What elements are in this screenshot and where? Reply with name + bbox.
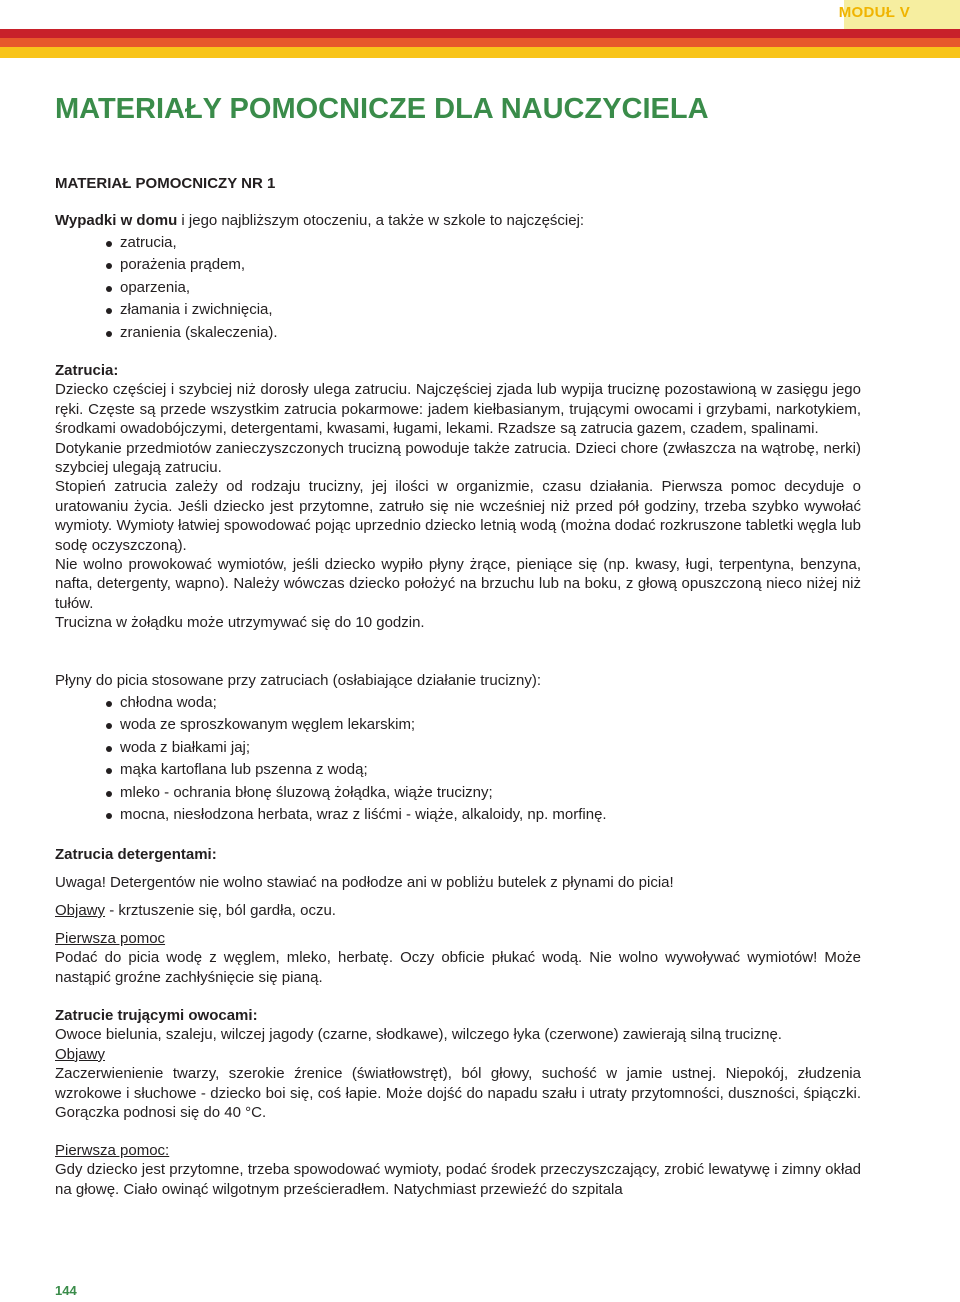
page-number: 144 [55, 1283, 77, 1298]
fluids-list [55, 692, 861, 826]
poisoning-section [55, 361, 861, 633]
list-item: chłodna woda; [55, 692, 861, 714]
header-band-red [0, 29, 960, 38]
poisoning-paragraph: Nie wolno prowokować wymiotów, jeśli dziecko wypiło płyny żrące, pieniące się (np. kwasy, ługi, terpentyna, benzyna, nafta, detergenty, wapno). Należy wówczas dziecko położyć na brzuchu lub na boku, z głową opuszczoną nieco niżej niż tułów. [55, 556, 861, 612]
intro-rest: i jego najbliższym otoczeniu, a także w szkole to najczęściej: [177, 212, 585, 229]
list-item: oparzenia, [55, 277, 861, 299]
intro-paragraph [55, 211, 861, 230]
first-aid-label: Pierwsza pomoc: [55, 1142, 170, 1159]
poisoning-paragraph: Dziecko częściej i szybciej niż dorosły ulega zatruciu. Najczęściej zjada lub wypija truciznę pozostawioną w zasięgu jego ręki. Częste są przede wszystkim zatrucia pokarmowe: jadem kiełbasianym, trującymi owocami i grzybami, narkotykiem, środkami owadobójczymi, detergentami, kwasami, ługami, lekami. Rzadsze są zatrucia gazem, czadem, spalinami. [55, 381, 861, 438]
accident-list [55, 232, 861, 344]
fruits-first-aid [55, 1141, 861, 1199]
list-item: mocna, niesłodzona herbata, wraz z liśćmi - wiąże, alkaloidy, np. morfinę. [55, 804, 861, 826]
detergents-warning: Uwaga! Detergentów nie wolno stawiać na podłodze ani w pobliżu butelek z płynami do picia! [55, 874, 674, 891]
fruits-text: Owoce bielunia, szaleju, wilczej jagody (czarne, słodkawe), wilczego łyka (czerwone) zawierają silną truciznę. [55, 1026, 782, 1044]
list-item: mleko - ochrania błonę śluzową żołądka, wiąże trucizny; [55, 782, 861, 804]
poisoning-heading: Zatrucia: [55, 362, 119, 379]
header-band-orange [0, 38, 960, 47]
list-item: zranienia (skaleczenia). [55, 322, 861, 344]
list-item: woda ze sproszkowanym węglem lekarskim; [55, 714, 861, 736]
material-heading: MATERIAŁ POMOCNICZY NR 1 [55, 175, 276, 192]
header-band-yellow [0, 47, 960, 58]
first-aid-label: Pierwsza pomoc [55, 930, 166, 947]
first-aid-text: Gdy dziecko jest przytomne, trzeba spowodować wymioty, podać środek przeczyszczający, zrobić lewatywę i zimny okład na głowę. Ciało owinąć wilgotnym prześcieradłem. Natychmiast przewieźć do szpitala [55, 1161, 861, 1198]
poisoning-paragraph: Stopień zatrucia zależy od rodzaju trucizny, jej ilości w organizmie, czasu działania. Pierwsza pomoc decyduje o uratowaniu życia. Jeśli dziecko jest przytomne, zatruło się nie wcześniej niż przed pół godziny, trzeba szybko wywołać wymioty. Wymioty łatwiej spowodować pojąc uprzednio dziecko letnią wodą (można dodać rozkruszone tabletki węgla lub sodę oczyszczoną). [55, 478, 861, 554]
page-title: MATERIAŁY POMOCNICZE DLA NAUCZYCIELA [55, 93, 709, 125]
fruits-section [55, 1006, 861, 1122]
poisoning-paragraph: Dotykanie przedmiotów zanieczyszczonych trucizną powoduje także zatrucia. Dzieci chore (zwłaszcza na wątrobę, nerki) szybciej ulegają zatruciu. [55, 439, 861, 477]
intro-bold: Wypadki w domu [55, 212, 178, 229]
detergents-symptoms [55, 901, 861, 920]
symptoms-label: Objawy [55, 902, 106, 919]
fluids-intro: Płyny do picia stosowane przy zatruciach (osłabiające działanie trucizny): [55, 672, 542, 689]
first-aid-text: Podać do picia wodę z węglem, mleko, herbatę. Oczy obficie płukać wodą. Nie wolno wywoływać wymiotów! Może nastąpić groźne zachłyśnięcie się pianą. [55, 949, 861, 986]
symptoms-text: - krztuszenie się, ból gardła, oczu. [105, 902, 336, 919]
detergents-first-aid [55, 929, 861, 987]
fruits-heading: Zatrucie trującymi owocami: [55, 1007, 258, 1024]
list-item: zatrucia, [55, 232, 861, 254]
poisoning-paragraph: Trucizna w żołądku może utrzymywać się do 10 godzin. [55, 614, 425, 632]
list-item: woda z białkami jaj; [55, 737, 861, 759]
symptoms-text: Zaczerwienienie twarzy, szerokie źrenice (światłowstręt), ból głowy, suchość w jamie ustnej. Niepokój, złudzenia wzrokowe i słuchowe - dziecko boi się, coś łapie. Może dojść do napadu szału i utraty przytomności, duszności, śpiączki. Gorączka podnosi się do 40 °C. [55, 1065, 861, 1122]
module-label: MODUŁ V [838, 4, 910, 21]
detergents-heading: Zatrucia detergentami: [55, 846, 217, 863]
list-item: złamania i zwichnięcia, [55, 299, 861, 321]
list-item: mąka kartoflana lub pszenna z wodą; [55, 759, 861, 781]
list-item: porażenia prądem, [55, 254, 861, 276]
symptoms-label: Objawy [55, 1045, 106, 1063]
